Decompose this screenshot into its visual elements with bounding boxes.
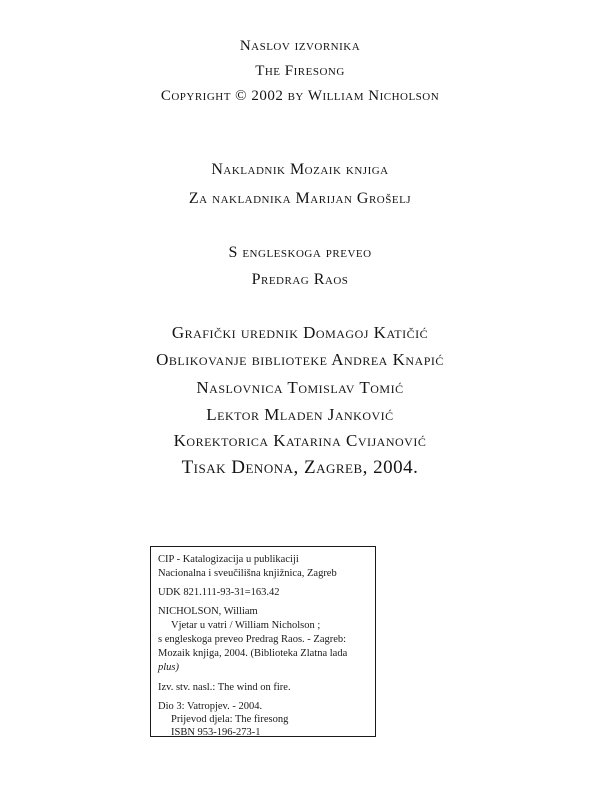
cip-desc-2: s engleskoga preveo Predrag Raos. - Zagreb: xyxy=(158,634,347,645)
cip-part: Dio 3: Vatropjev. - 2004. xyxy=(158,701,263,712)
original-title-label: Naslov izvornika xyxy=(239,38,361,54)
cip-record-box xyxy=(150,546,376,737)
cip-header-2: Nacionalna i sveučilišna knjižnica, Zagreb xyxy=(158,568,337,579)
cip-desc-4: plus) xyxy=(158,662,179,673)
corrector-line: Korektorica Katarina Cvijanović xyxy=(173,431,427,450)
cip-isbn: ISBN 953-196-273-1 xyxy=(171,727,261,738)
translated-from-line: S engleskoga preveo xyxy=(228,244,372,261)
publisher-line: Nakladnik Mozaik knjiga xyxy=(211,161,389,178)
cip-author: NICHOLSON, William xyxy=(158,606,258,617)
series-design-line: Oblikovanje biblioteke Andrea Knapić xyxy=(156,350,444,369)
graphic-editor-line: Grafički urednik Domagoj Katičić xyxy=(171,323,429,342)
cip-desc-1: Vjetar u vatri / William Nicholson ; xyxy=(171,620,321,631)
proofreader-line: Lektor Mladen Janković xyxy=(206,405,394,424)
cip-note: Izv. stv. nasl.: The wind on fire. xyxy=(158,682,291,693)
for-publisher-line: Za nakladnika Marijan Grošelj xyxy=(188,190,412,207)
cip-translation: Prijevod djela: The firesong xyxy=(171,714,289,725)
print-line: Tisak Denona, Zagreb, 2004. xyxy=(181,457,419,478)
copyright-line: Copyright © 2002 by William Nicholson xyxy=(160,88,440,104)
cover-line: Naslovnica Tomislav Tomić xyxy=(196,378,404,397)
cip-header-1: CIP - Katalogizacija u publikaciji xyxy=(158,554,299,565)
original-title: The Firesong xyxy=(255,63,345,79)
translator-line: Predrag Raos xyxy=(251,271,349,288)
cip-desc-3: Mozaik knjiga, 2004. (Biblioteka Zlatna lada xyxy=(158,648,348,659)
cip-udk: UDK 821.111-93-31=163.42 xyxy=(158,587,280,598)
